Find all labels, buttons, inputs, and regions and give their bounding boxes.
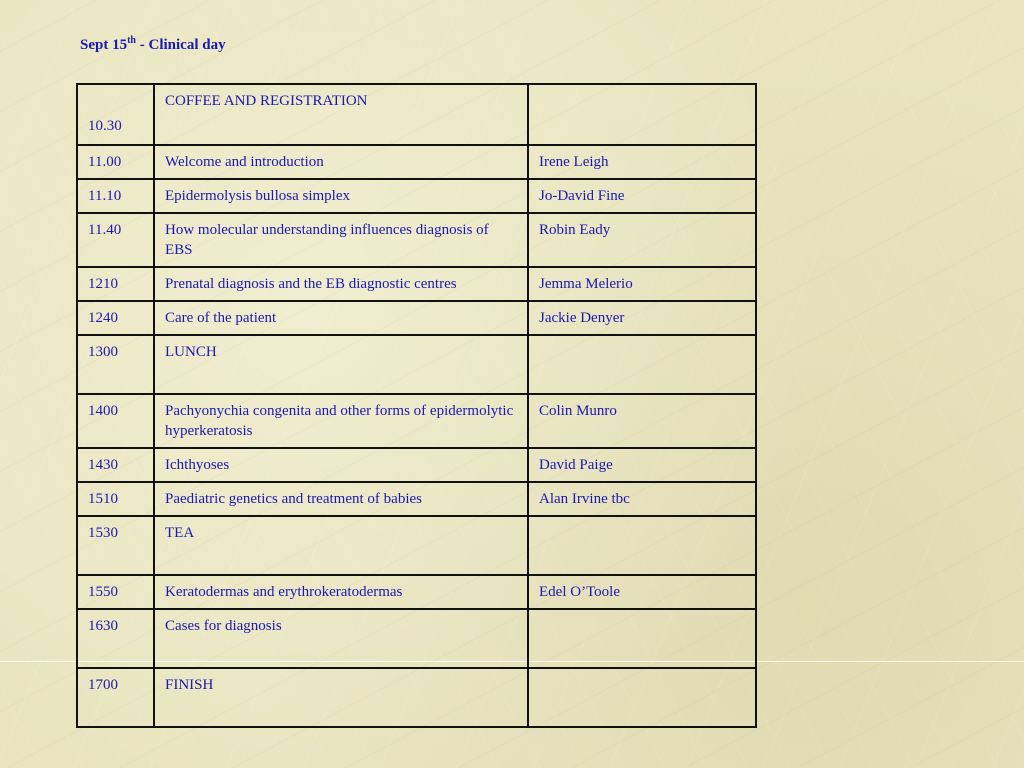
- speaker-cell: Jackie Denyer: [528, 301, 756, 335]
- speaker-cell: Alan Irvine tbc: [528, 482, 756, 516]
- speaker-cell: David Paige: [528, 448, 756, 482]
- session-cell: LUNCH: [154, 335, 528, 394]
- schedule-table: [76, 83, 757, 728]
- title-suffix: - Clinical day: [136, 37, 226, 53]
- table-row: [77, 145, 756, 179]
- session-cell: Paediatric genetics and treatment of babies: [154, 482, 528, 516]
- table-row: [77, 609, 756, 668]
- session-cell: Keratodermas and erythrokeratodermas: [154, 575, 528, 609]
- table-row: [77, 394, 756, 448]
- time-cell: 1630: [77, 609, 154, 668]
- session-cell: Ichthyoses: [154, 448, 528, 482]
- speaker-cell: Irene Leigh: [528, 145, 756, 179]
- speaker-cell: [528, 335, 756, 394]
- speaker-cell: Jemma Melerio: [528, 267, 756, 301]
- table-row: [77, 668, 756, 727]
- speaker-cell: [528, 516, 756, 575]
- session-cell: Care of the patient: [154, 301, 528, 335]
- time-cell: 1510: [77, 482, 154, 516]
- title-prefix: Sept 15: [80, 37, 128, 53]
- time-cell: 1210: [77, 267, 154, 301]
- speaker-cell: Robin Eady: [528, 213, 756, 267]
- session-cell: Epidermolysis bullosa simplex: [154, 179, 528, 213]
- speaker-cell: Colin Munro: [528, 394, 756, 448]
- session-cell: FINISH: [154, 668, 528, 727]
- time-cell: 11.00: [77, 145, 154, 179]
- time-cell: 1240: [77, 301, 154, 335]
- table-row: [77, 267, 756, 301]
- speaker-cell: [528, 609, 756, 668]
- time-cell: 1700: [77, 668, 154, 727]
- table-row: [77, 213, 756, 267]
- title-superscript: th: [127, 35, 136, 46]
- page-title: [80, 37, 226, 54]
- session-cell: Cases for diagnosis: [154, 609, 528, 668]
- session-cell: Pachyonychia congenita and other forms of epidermolytic hyperkeratosis: [154, 394, 528, 448]
- table-row: [77, 84, 756, 145]
- speaker-cell: Edel O’Toole: [528, 575, 756, 609]
- session-cell: COFFEE AND REGISTRATION: [154, 84, 528, 145]
- table-row: [77, 575, 756, 609]
- time-cell: 11.40: [77, 213, 154, 267]
- session-cell: How molecular understanding influences diagnosis of EBS: [154, 213, 528, 267]
- table-row: [77, 335, 756, 394]
- table-row: [77, 482, 756, 516]
- speaker-cell: [528, 84, 756, 145]
- table-row: [77, 448, 756, 482]
- table-row: [77, 301, 756, 335]
- session-cell: Welcome and introduction: [154, 145, 528, 179]
- time-cell: 1530: [77, 516, 154, 575]
- time-cell: 1300: [77, 335, 154, 394]
- session-cell: Prenatal diagnosis and the EB diagnostic centres: [154, 267, 528, 301]
- speaker-cell: Jo-David Fine: [528, 179, 756, 213]
- session-cell: TEA: [154, 516, 528, 575]
- time-cell: 1400: [77, 394, 154, 448]
- time-cell: 1430: [77, 448, 154, 482]
- time-cell: 11.10: [77, 179, 154, 213]
- table-row: [77, 179, 756, 213]
- time-cell: 10.30: [77, 84, 154, 145]
- speaker-cell: [528, 668, 756, 727]
- table-row: [77, 516, 756, 575]
- time-cell: 1550: [77, 575, 154, 609]
